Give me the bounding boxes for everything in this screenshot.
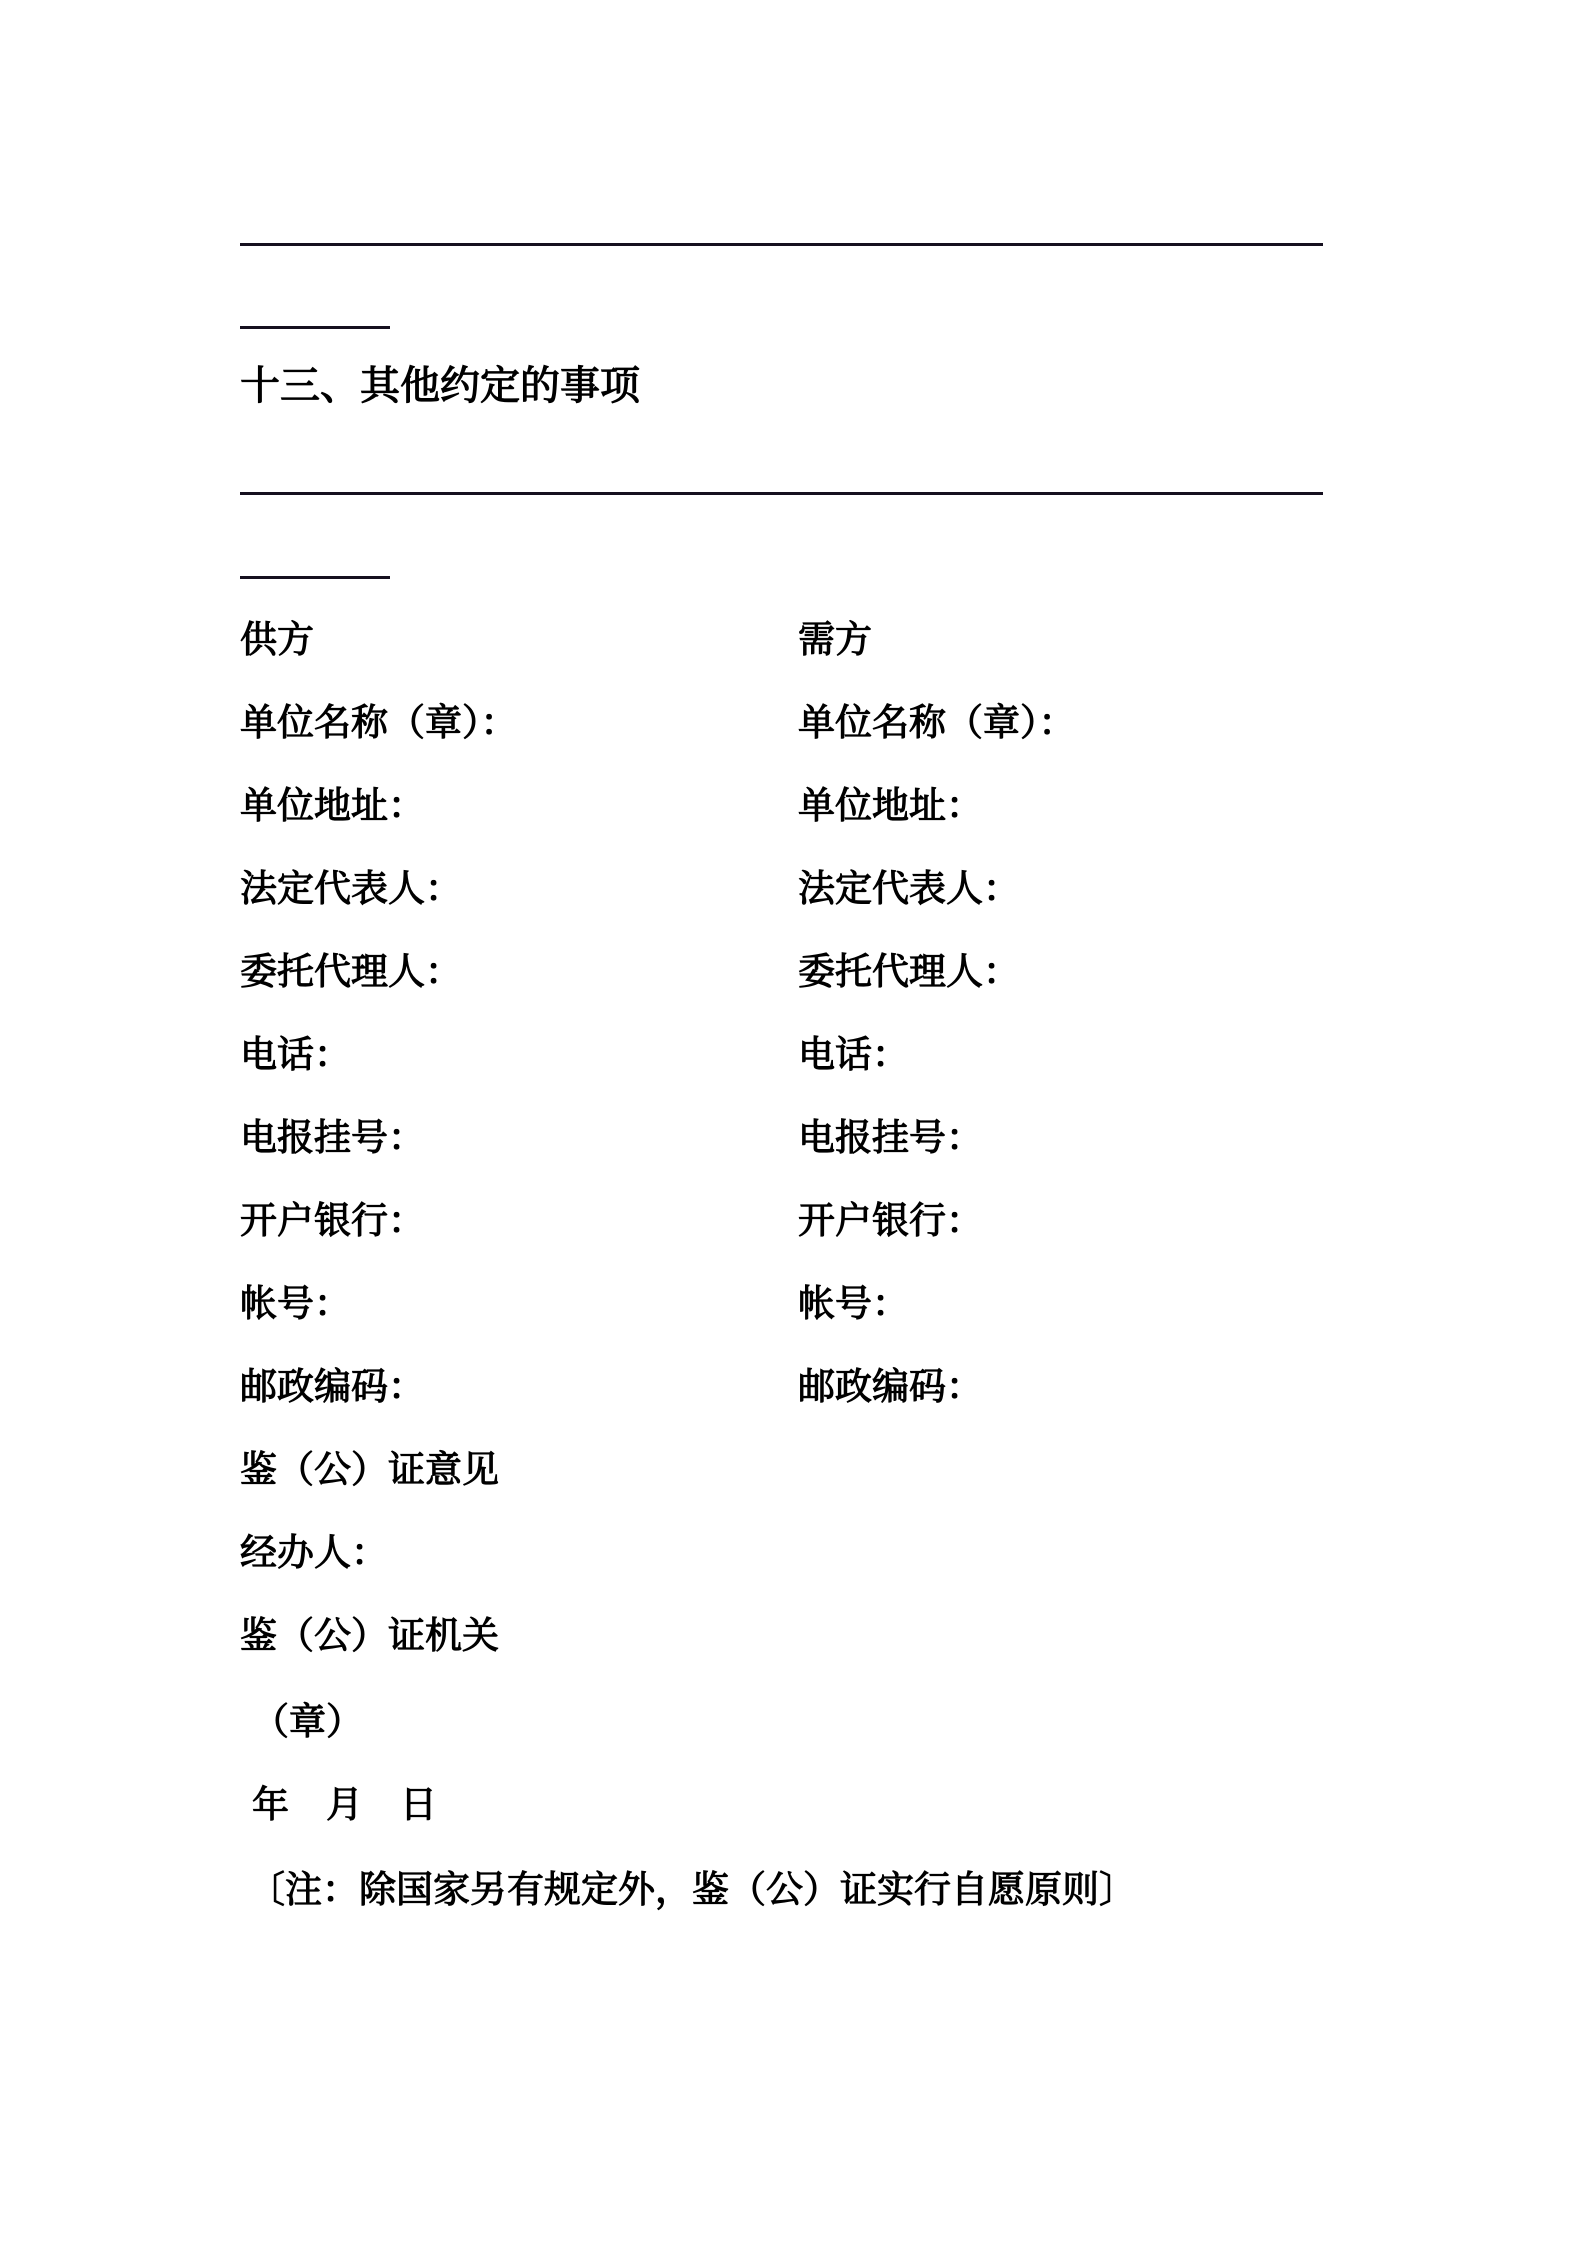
supplier-field-unit-address: 单位地址： (240, 785, 425, 826)
supplier-field-unit-name: 单位名称（章）： (240, 702, 518, 743)
supplier-field-bank: 开户银行： (240, 1200, 425, 1241)
notary-agent-label: 经办人： (240, 1532, 388, 1573)
fill-in-blank-line-1 (240, 243, 1323, 246)
buyer-field-account: 帐号： (798, 1283, 909, 1324)
fill-in-blank-line-2 (240, 326, 390, 329)
notary-authority-label: 鉴（公）证机关 (240, 1615, 499, 1656)
fill-in-blank-line-3 (240, 492, 1323, 495)
supplier-field-legal-rep: 法定代表人： (240, 868, 462, 909)
buyer-field-legal-rep: 法定代表人： (798, 868, 1020, 909)
supplier-field-postcode: 邮政编码： (240, 1366, 425, 1407)
supplier-title: 供方 (240, 619, 314, 660)
buyer-field-phone: 电话： (798, 1034, 909, 1075)
buyer-field-postcode: 邮政编码： (798, 1366, 983, 1407)
buyer-field-telegraph: 电报挂号： (798, 1117, 983, 1158)
supplier-field-account: 帐号： (240, 1283, 351, 1324)
buyer-field-unit-address: 单位地址： (798, 785, 983, 826)
buyer-field-bank: 开户银行： (798, 1200, 983, 1241)
buyer-field-unit-name: 单位名称（章）： (798, 702, 1076, 743)
fill-in-blank-line-4 (240, 576, 390, 579)
buyer-field-agent: 委托代理人： (798, 951, 1020, 992)
notary-seal-label: （章） (252, 1701, 363, 1742)
notary-date-label: 年 月 日 (252, 1784, 437, 1825)
buyer-title: 需方 (798, 619, 872, 660)
voluntary-principle-note: 〔注：除国家另有规定外，鉴（公）证实行自愿原则〕 (248, 1869, 1136, 1910)
supplier-field-telegraph: 电报挂号： (240, 1117, 425, 1158)
supplier-field-phone: 电话： (240, 1034, 351, 1075)
notary-opinion-label: 鉴（公）证意见 (240, 1449, 499, 1490)
supplier-field-agent: 委托代理人： (240, 951, 462, 992)
section-heading: 十三、其他约定的事项 (240, 364, 640, 408)
